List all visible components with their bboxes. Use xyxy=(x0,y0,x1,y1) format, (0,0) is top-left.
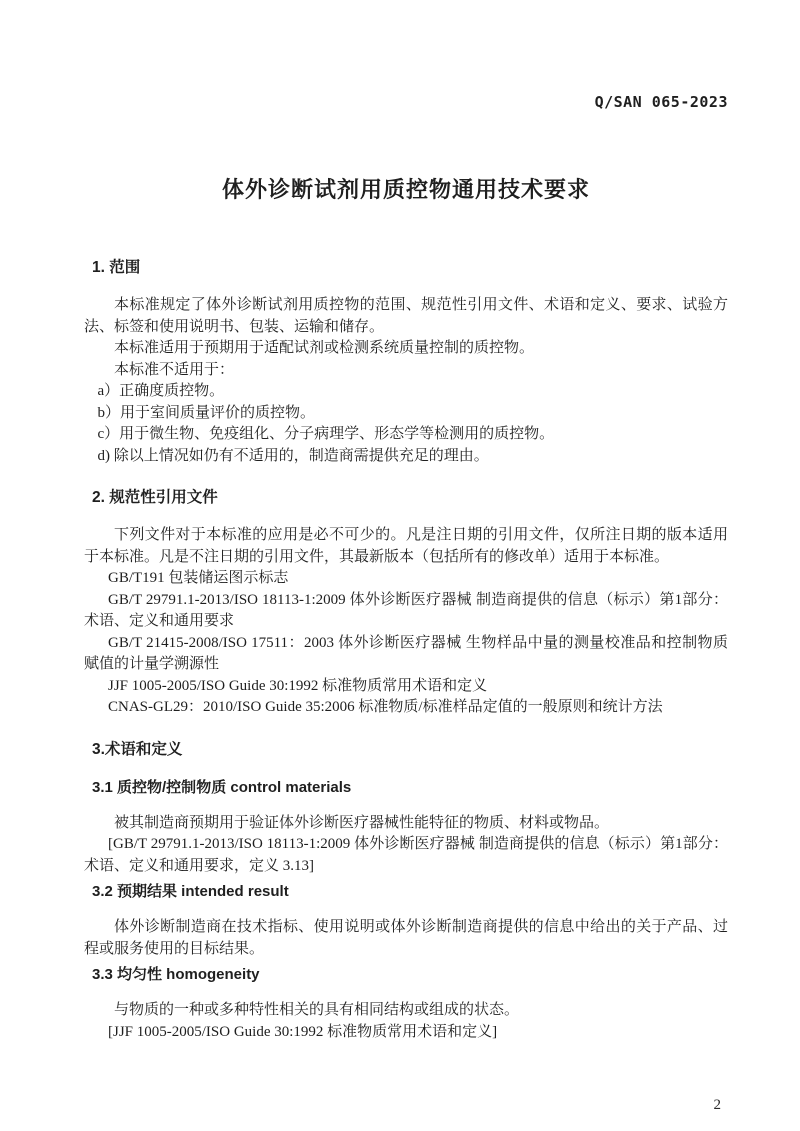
term-3-1-definition: 被其制造商预期用于验证体外诊断医疗器械性能特征的物质、材料或物品。 xyxy=(114,814,610,831)
section-2-intro-paragraph: 下列文件对于本标准的应用是必不可少的。凡是注日期的引用文件，仅所注日期的版本适用于本标准。凡是不注日期的引用文件，其最新版本（包括所有的修改单）适用于本标准。 xyxy=(84,527,728,565)
exclusion-item-c: c）用于微生物、免疫组化、分子病理学、形态学等检测用的质控物。 xyxy=(97,426,555,442)
term-3-2-heading: 3.2 预期结果 intended result xyxy=(92,883,289,900)
section-2-heading: 2. 规范性引用文件 xyxy=(92,489,218,506)
exclusion-item-d: d) 除以上情况如仍有不适用的，制造商需提供充足的理由。 xyxy=(97,447,489,464)
term-3-3-source: [JJF 1005-2005/ISO Guide 30:1992 标准物质常用术语和定义] xyxy=(108,1023,498,1040)
term-3-2-definition: 体外诊断制造商在技术指标、使用说明或体外诊断制造商提供的信息中给出的关于产品、过程或服务使用的目标结果。 xyxy=(84,919,728,957)
reference-item-4: JJF 1005-2005/ISO Guide 30:1992 标准物质常用术语和定义 xyxy=(108,677,488,694)
reference-item-1: GB/T191 包装储运图示标志 xyxy=(108,570,289,586)
section-1-paragraph-exclusions-intro: 本标准不适用于： xyxy=(114,361,235,378)
section-1-heading: 1. 范围 xyxy=(92,259,141,276)
reference-item-3: GB/T 21415-2008/ISO 17511：2003 体外诊断医疗器械 生物样品中量的测量校准品和控制物质赋值的计量学溯源性 xyxy=(84,634,728,672)
page-number: 2 xyxy=(713,1097,721,1113)
term-3-3-heading: 3.3 均匀性 homogeneity xyxy=(92,966,260,983)
exclusion-item-a: a）正确度质控物。 xyxy=(97,383,225,399)
term-3-3-definition: 与物质的一种或多种特性相关的具有相同结构或组成的状态。 xyxy=(114,1002,520,1018)
term-3-1-heading: 3.1 质控物/控制物质 control materials xyxy=(92,778,352,796)
section-1-paragraph-scope: 本标准规定了体外诊断试剂用质控物的范围、规范性引用文件、术语和定义、要求、试验方法、标签和使用说明书、包装、运输和储存。 xyxy=(84,297,728,335)
term-3-1-source: [GB/T 29791.1-2013/ISO 18113-1:2009 体外诊断医疗器械 制造商提供的信息（标示）第1部分：术语、定义和通用要求，定义 3.13] xyxy=(84,836,728,874)
section-3-heading: 3.术语和定义 xyxy=(92,740,183,758)
exclusion-item-b: b）用于室间质量评价的质控物。 xyxy=(97,404,316,421)
section-1-paragraph-applicability: 本标准适用于预期用于适配试剂或检测系统质量控制的质控物。 xyxy=(114,340,535,356)
reference-item-5: CNAS-GL29：2010/ISO Guide 35:2006 标准物质/标准样品定值的一般原则和统计方法 xyxy=(108,699,663,715)
doc-number: Q/SAN 065-2023 xyxy=(594,93,728,111)
reference-item-2: GB/T 29791.1-2013/ISO 18113-1:2009 体外诊断医疗器械 制造商提供的信息（标示）第1部分：术语、定义和通用要求 xyxy=(84,591,728,629)
document-title: 体外诊断试剂用质控物通用技术要求 xyxy=(221,177,590,202)
